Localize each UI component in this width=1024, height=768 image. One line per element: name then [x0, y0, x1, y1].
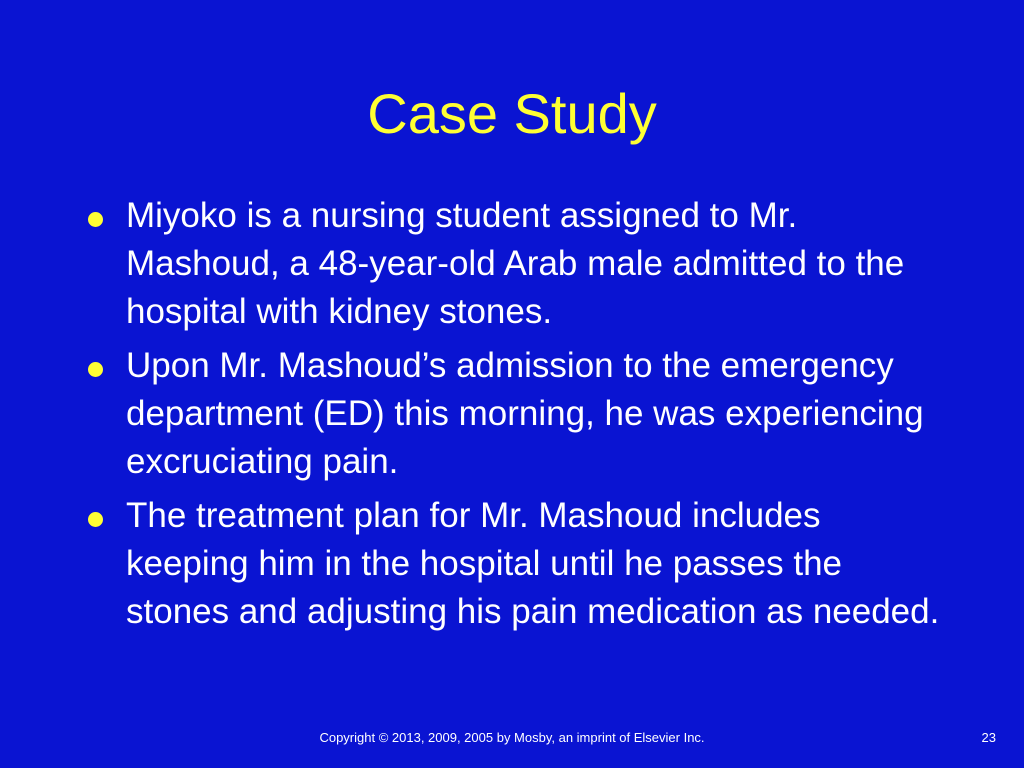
circle-bullet-icon — [88, 212, 103, 227]
circle-bullet-icon — [88, 512, 103, 527]
bullet-list — [88, 192, 948, 642]
bullet-item — [88, 192, 948, 336]
bullet-item — [88, 492, 948, 636]
bullet-item — [88, 342, 948, 486]
bullet-text: Miyoko is a nursing student assigned to Mr. Mashoud, a 48-year-old Arab male admitted to the hospital with kidney stones. — [126, 196, 905, 331]
bullet-text: The treatment plan for Mr. Mashoud includes keeping him in the hospital until he passes the stones and adjusting his pain medication as needed. — [126, 496, 940, 631]
circle-bullet-icon — [88, 362, 103, 377]
slide-title: Case Study — [367, 82, 657, 145]
page-number: 23 — [981, 730, 996, 745]
footer-copyright: Copyright © 2013, 2009, 2005 by Mosby, an imprint of Elsevier Inc. — [319, 730, 705, 745]
bullet-text: Upon Mr. Mashoud’s admission to the emergency department (ED) this morning, he was experiencing excruciating pain. — [126, 346, 924, 481]
